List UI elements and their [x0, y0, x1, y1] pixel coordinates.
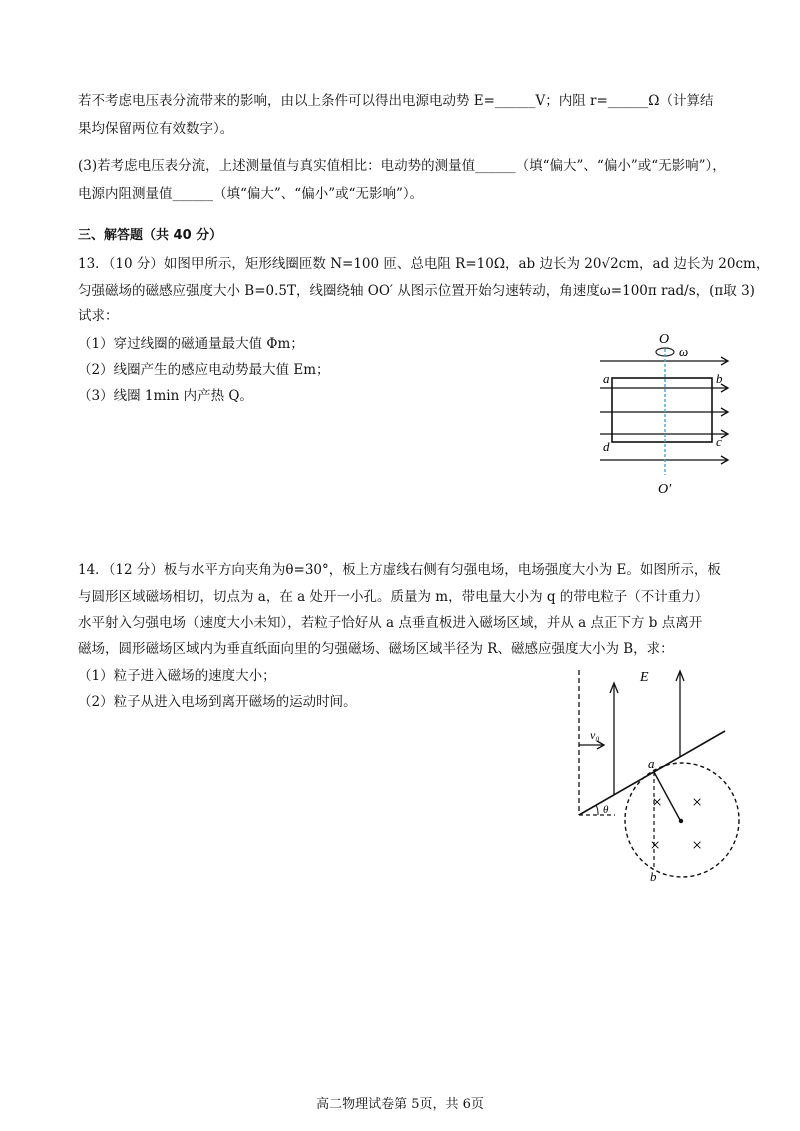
text-line: 若不考虑电压表分流带来的影响，由以上条件可以得出电源电动势 E=______V；内阻 r=______Ω（计算结 — [78, 93, 714, 109]
text-line: 磁场，圆形磁场区域内为垂直纸面向里的匀强磁场、磁场区域半径为 R、磁感应强度大小为 B，求： — [78, 641, 674, 657]
field-into-page-icon: × — [650, 835, 661, 855]
label-a: a — [603, 371, 610, 386]
label-d: d — [603, 439, 610, 454]
label-O: O — [659, 332, 670, 347]
text-line: 匀强磁场的磁感应强度大小 B=0.5T，线圈绕轴 OO′ 从图示位置开始匀速转动，角速度ω=100π rad/s，(π取 3) — [78, 283, 755, 299]
label-a: a — [648, 756, 655, 771]
coil-figure — [595, 325, 735, 500]
text-line: 电源内阻测量值______（填“偏大”、“偏小”或“无影响”）。 — [78, 186, 424, 202]
label-b: b — [650, 869, 657, 884]
field-into-page-icon: × — [652, 792, 663, 812]
text-line: 14．（12 分）板与水平方向夹角为θ=30°，板上方虚线右侧有匀强电场，电场强度大小为 E。如图所示，板 — [78, 562, 721, 578]
text-line: 13．（10 分）如图甲所示，矩形线圈匝数 N=100 匝、总电阻 R=10Ω，ab 边长为 20√2cm，ad 边长为 20cm， — [78, 256, 770, 272]
text-line: （3）线圈 1min 内产热 Q。 — [78, 388, 253, 404]
label-omega: ω — [679, 344, 689, 359]
label-E: E — [640, 670, 649, 685]
section-heading: 三、解答题（共 40 分） — [78, 228, 223, 243]
label-O-prime: O′ — [658, 482, 672, 497]
label-c: c — [716, 434, 722, 449]
text-line: （2）粒子从进入电场到离开磁场的运动时间。 — [78, 694, 357, 710]
angle-arc — [596, 805, 598, 815]
text-line: 水平射入匀强电场（速度大小未知），若粒子恰好从 a 点垂直板进入磁场区域，并从 a 点正下方 b 点离开 — [78, 615, 703, 631]
text-line: (3)若考虑电压表分流，上述测量值与真实值相比：电动势的测量值______（填“偏大”、“偏小”或“无影响”）， — [78, 158, 726, 174]
text-line: （1）穿过线圈的磁通量最大值 Φm； — [78, 336, 304, 352]
text-line: （1）粒子进入磁场的速度大小； — [78, 668, 276, 684]
circle-center — [679, 819, 683, 823]
field-figure — [570, 665, 740, 885]
text-line: 试求： — [78, 308, 119, 324]
page-footer: 高二物理试卷第 5页，共 6页 — [316, 1097, 484, 1112]
text-line: 果均保留两位有效数字）。 — [78, 121, 234, 137]
label-v0: v₀ — [590, 728, 600, 742]
label-theta: θ — [603, 804, 609, 816]
field-into-page-icon: × — [692, 835, 703, 855]
text-line: （2）线圈产生的感应电动势最大值 Em； — [78, 362, 330, 378]
label-b: b — [716, 371, 723, 386]
field-into-page-icon: × — [692, 792, 703, 812]
text-line: 与圆形区域磁场相切，切点为 a，在 a 处开一小孔。质量为 m，带电量大小为 q 的带电粒子（不计重力） — [78, 589, 709, 605]
